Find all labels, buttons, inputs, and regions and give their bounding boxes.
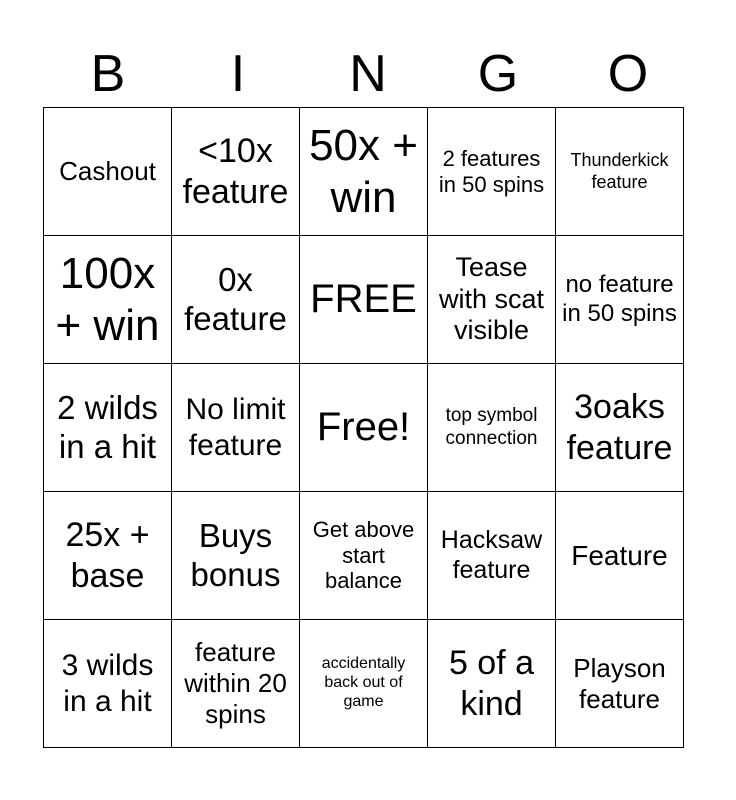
bingo-cell[interactable]: Free!: [300, 364, 428, 492]
header-letter-n: N: [349, 45, 387, 103]
bingo-cell[interactable]: 25x + base: [44, 492, 172, 620]
bingo-cell[interactable]: 2 features in 50 spins: [428, 108, 556, 236]
bingo-cell[interactable]: 50x + win: [300, 108, 428, 236]
bingo-cell[interactable]: accidentally back out of game: [300, 620, 428, 748]
bingo-cell[interactable]: Hacksaw feature: [428, 492, 556, 620]
bingo-cell[interactable]: Cashout: [44, 108, 172, 236]
bingo-cell[interactable]: no feature in 50 spins: [556, 236, 684, 364]
bingo-cell[interactable]: 3 wilds in a hit: [44, 620, 172, 748]
bingo-grid: [43, 107, 684, 748]
bingo-cell[interactable]: 5 of a kind: [428, 620, 556, 748]
bingo-cell[interactable]: Get above start balance: [300, 492, 428, 620]
bingo-cell[interactable]: 0x feature: [172, 236, 300, 364]
bingo-cell[interactable]: 100x + win: [44, 236, 172, 364]
bingo-cell[interactable]: <10x feature: [172, 108, 300, 236]
bingo-cell[interactable]: No limit feature: [172, 364, 300, 492]
grid-row: [44, 236, 684, 364]
bingo-cell[interactable]: FREE: [300, 236, 428, 364]
bingo-header: [43, 40, 693, 108]
grid-row: [44, 108, 684, 236]
header-letter-g: G: [477, 45, 519, 103]
bingo-cell[interactable]: Thunderkick feature: [556, 108, 684, 236]
grid-row: [44, 492, 684, 620]
header-letter-i: I: [230, 45, 246, 103]
bingo-cell[interactable]: 3oaks feature: [556, 364, 684, 492]
bingo-cell[interactable]: Feature: [556, 492, 684, 620]
grid-row: [44, 620, 684, 748]
header-letter-b: B: [90, 45, 126, 103]
header-letter-o: O: [607, 45, 649, 103]
bingo-cell[interactable]: feature within 20 spins: [172, 620, 300, 748]
grid-row: [44, 364, 684, 492]
bingo-cell[interactable]: Buys bonus: [172, 492, 300, 620]
bingo-cell[interactable]: Tease with scat visible: [428, 236, 556, 364]
bingo-cell[interactable]: Playson feature: [556, 620, 684, 748]
bingo-cell[interactable]: top symbol connection: [428, 364, 556, 492]
bingo-cell[interactable]: 2 wilds in a hit: [44, 364, 172, 492]
